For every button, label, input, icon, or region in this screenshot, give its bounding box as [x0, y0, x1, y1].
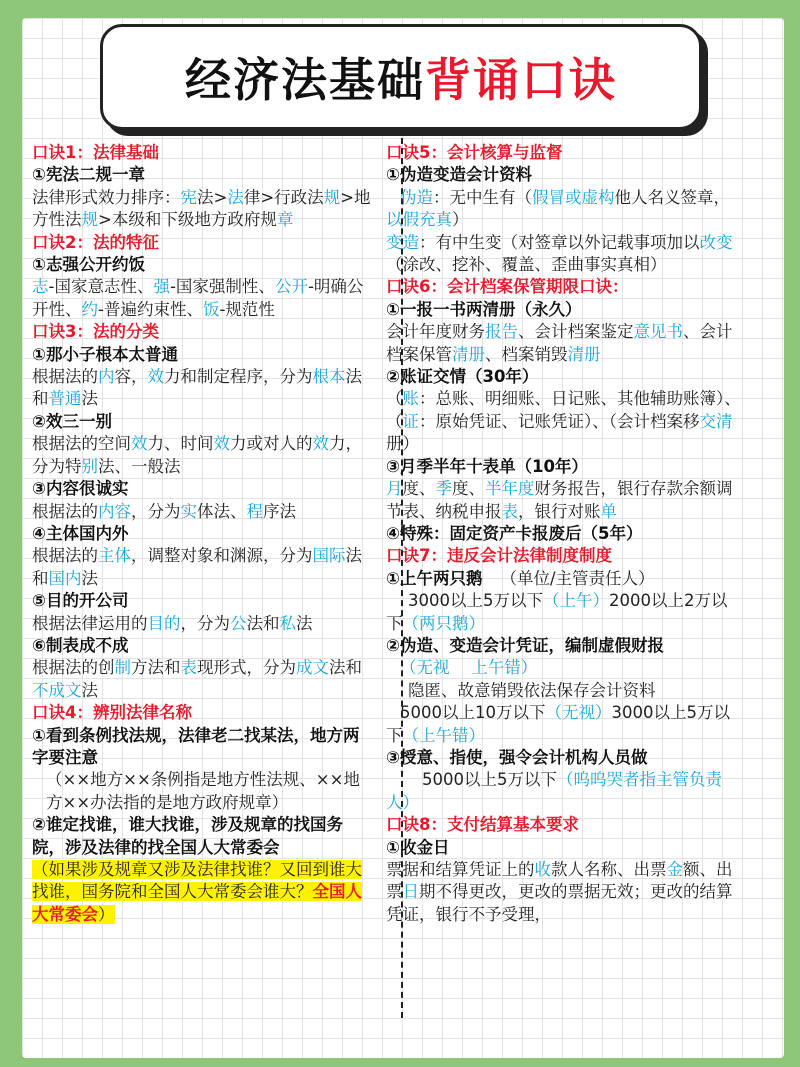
text-6-2: （账：总账、明细账、日记账、其他辅助账簿）、（证：原始凭证、记账凭证）、（会计档案移交清册）: [386, 389, 741, 454]
mnemonic-3-2: ②效三一别: [32, 411, 112, 431]
title-main: 经济法基础: [185, 53, 425, 107]
mnemonic-3-1: ①那小子根本太普通: [32, 344, 178, 364]
section-heading-7: 口诀7：违反会计法律制度制度: [386, 546, 612, 566]
text-4-1: （××地方××条例指是地方性法规、××地方××办法指的是地方政府规章）: [46, 770, 360, 812]
section-heading-6: 口诀6：会计档案保管期限口诀：: [386, 277, 629, 297]
right-column: [386, 142, 742, 926]
mnemonic-3-5: ⑤目的开公司: [32, 591, 129, 611]
mnemonic-6-3: ③月季半年十表单（10年）: [386, 456, 588, 476]
text-7-2a: （无视 上午错）: [400, 658, 538, 678]
mnemonic-6-2: ②账证交情（30年）: [386, 367, 539, 387]
text-5-2: 变造：有中生变（对签章以外记载事项加以改变（涂改、挖补、覆盖、歪曲事实真相）: [386, 232, 733, 275]
mnemonic-6-4: ④特殊：固定资产卡报废后（5年）: [386, 523, 643, 543]
mnemonic-4-2: ②谁定找谁，谁大找谁，涉及规章的找国务院，涉及法律的找全国人大常委会: [32, 815, 343, 857]
mnemonic-8-1: ①收金日: [386, 837, 450, 857]
text-3-3: 根据法的内容，分为实体法、程序法: [32, 501, 296, 521]
section-heading-2: 口诀2：法的特征: [32, 232, 159, 252]
title-box: [100, 24, 702, 130]
mnemonic-3-4: ④主体国内外: [32, 523, 129, 543]
text-7-2b: 隐匿、故意销毁依法保存会计资料: [408, 680, 656, 700]
text-7-1: 3000以上5万以下（上午）2000以上2万以下（两只鹅）: [386, 591, 728, 633]
mnemonic-6-1: ①一报一书两清册（永久）: [386, 299, 582, 319]
mnemonic-7-1: ①上午两只鹅 （单位/主管责任人）: [386, 568, 655, 588]
mnemonic-4-1: ①看到条例找法规，法律老二找某法，地方两字要注意: [32, 725, 360, 767]
text-3-4: 根据法的主体，调整对象和渊源，分为国际法和国内法: [32, 546, 362, 588]
title-accent: 背诵口诀: [425, 53, 617, 107]
text-6-3: 月度、季度、半年度财务报告，银行存款余额调节表、纳税申报表，银行对账单: [386, 479, 733, 521]
text-5-1: 伪造：无中生有（假冒或虚构他人名义签章，以假充真）: [386, 187, 730, 230]
text-3-2: 根据法的空间效力、时间效力或对人的效力，分为特别法、一般法: [32, 434, 362, 476]
text-1-1: 法律形式效力排序：宪法>法律>行政法规>地方性法规>本级和下级地方政府规章: [32, 187, 371, 230]
text-7-3: 5000以上5万以下（呜呜哭者指主管负责人）: [386, 770, 722, 812]
mnemonic-3-3: ③内容很诚实: [32, 479, 129, 499]
mnemonic-2-1: ①志强公开约饭: [32, 255, 145, 275]
text-8-1: 票据和结算凭证上的收款人名称、出票金额、出票日期不得更改，更改的票据无效；更改的结算凭证，银行不予受理，: [386, 860, 733, 924]
mnemonic-5-1: ①伪造变造会计资料: [386, 165, 532, 185]
text-6-1: 会计年度财务报告、会计档案鉴定意见书、会计档案保管清册、档案销毁清册: [386, 322, 733, 364]
highlight-note: （如果涉及规章又涉及法律找谁？又回到谁大找谁，国务院和全国人大常委会谁大？全国人大常委会）: [32, 860, 362, 924]
section-heading-5: 口诀5：会计核算与监督: [386, 143, 563, 162]
section-heading-1: 口诀1：法律基础: [32, 143, 159, 162]
text-7-2c: 5000以上10万以下（无视）3000以上5万以下（上午错）: [386, 703, 730, 745]
left-column: [32, 142, 372, 926]
section-heading-8: 口诀8：支付结算基本要求: [386, 815, 579, 835]
text-3-5: 根据法律运用的目的，分为公法和私法: [32, 613, 313, 633]
section-heading-3: 口诀3：法的分类: [32, 322, 159, 342]
mnemonic-3-6: ⑥制表成不成: [32, 635, 129, 655]
mnemonic-1-1: ①宪法二规一章: [32, 165, 145, 185]
text-3-6: 根据法的创制方法和表现形式，分为成文法和不成文法: [32, 658, 362, 700]
text-2-1: 志-国家意志性、强-国家强制性、公开-明确公开性、约-普遍约束性、饭-规范性: [32, 277, 364, 319]
mnemonic-7-3: ③授意、指使，强令会计机构人员做: [386, 747, 648, 767]
mnemonic-7-2: ②伪造、变造会计凭证，编制虚假财报: [386, 635, 664, 655]
section-heading-4: 口诀4：辨别法律名称: [32, 703, 192, 723]
text-3-1: 根据法的内容，效力和制定程序，分为根本法和普通法: [32, 367, 362, 409]
text-4-2: [32, 859, 372, 926]
